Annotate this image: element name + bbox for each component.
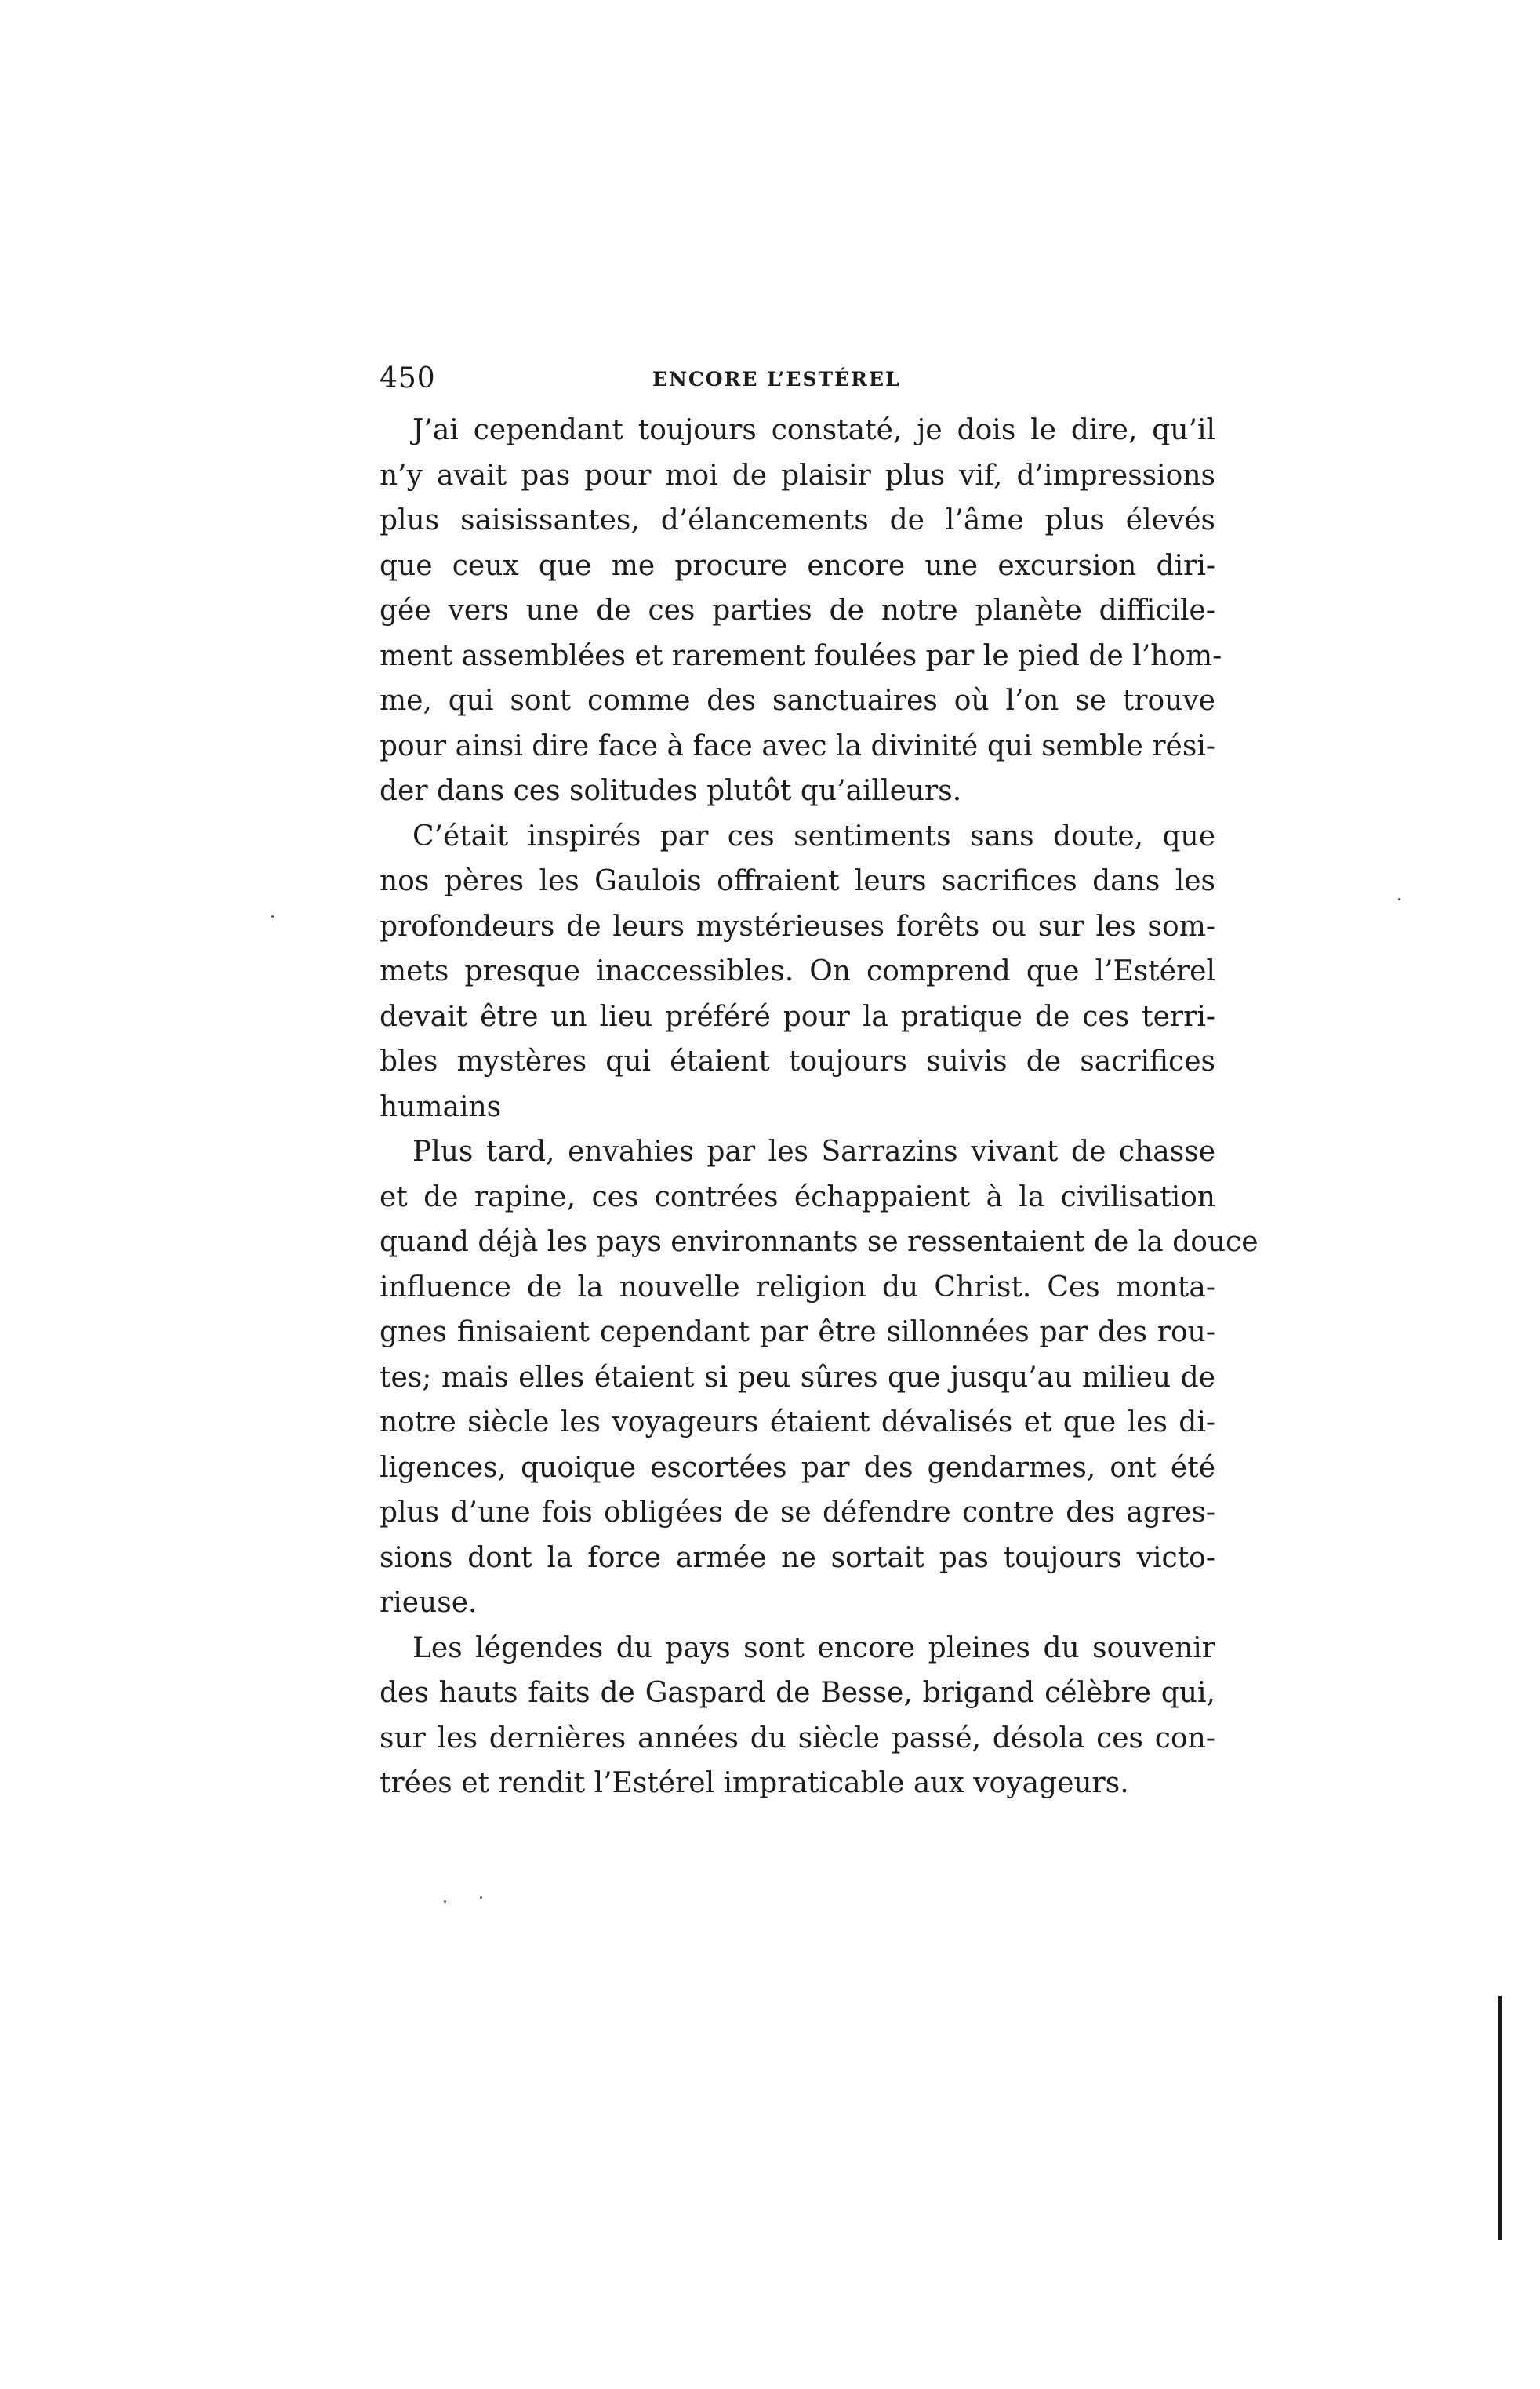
text-line: des hauts faits de Gaspard de Besse, brigand célèbre qui, [380,1677,1215,1709]
text-line: plus saisissantes, d’élancements de l’âme plus élevés [380,504,1215,536]
text-line: n’y avait pas pour moi de plaisir plus vif, d’impressions [380,459,1215,492]
text-line: Les légendes du pays sont encore pleines du souvenir [412,1631,1215,1664]
paper-speck [1398,898,1400,900]
text-line: que ceux que me procure encore une excursion diri- [380,549,1215,582]
text-line: influence de la nouvelle religion du Christ. Ces monta- [380,1271,1215,1304]
text-line: J’ai cependant toujours constaté, je dois le dire, qu’il [412,414,1215,446]
text-line: sions dont la force armée ne sortait pas toujours victo- [380,1541,1215,1574]
text-line: gée vers une de ces parties de notre planète difficile- [380,595,1215,627]
scan-edge-mark [1498,1996,1502,2240]
text-line: trées et rendit l’Estérel impraticable aux voyageurs. [380,1767,1129,1799]
text-line: quand déjà les pays environnants se ressentaient de la douce [380,1226,1259,1258]
page-number: 450 [380,362,436,395]
text-line: me, qui sont comme des sanctuaires où l’on se trouve [380,685,1215,717]
text-line: et de rapine, ces contrées échappaient à la civilisation [380,1180,1215,1213]
text-line: mets presque inaccessibles. On comprend que l’Estérel [380,955,1215,987]
text-line: Plus tard, envahies par les Sarrazins vivant de chasse [412,1136,1215,1168]
text-line: devait être un lieu préféré pour la pratique de ces terri- [380,1000,1215,1033]
text-line: sur les dernières années du siècle passé, désola ces con- [380,1722,1215,1754]
running-title: ENCORE L’ESTÉREL [652,368,901,391]
body-text [380,408,1259,1806]
text-line: bles mystères qui étaient toujours suivis de sacrifices [380,1045,1215,1078]
text-line: notre siècle les voyageurs étaient dévalisés et que les di- [380,1406,1215,1438]
paper-speck [444,1900,446,1903]
text-line: der dans ces solitudes plutôt qu’ailleurs. [380,775,962,807]
text-line: humains [380,1090,502,1123]
text-line: nos pères les Gaulois offraient leurs sacrifices dans les [380,865,1215,897]
text-line: tes; mais elles étaient si peu sûres que jusqu’au milieu de [380,1361,1215,1394]
paper-speck [480,1896,482,1899]
text-line: ligences, quoique escortées par des gendarmes, ont été [380,1451,1215,1484]
text-line: profondeurs de leurs mystérieuses forêts ou sur les som- [380,910,1215,943]
text-line: ment assemblées et rarement foulées par le pied de l’hom- [380,639,1222,672]
text-line: pour ainsi dire face à face avec la divinité qui semble rési- [380,729,1215,762]
text-line: gnes finisaient cependant par être sillonnées par des rou- [380,1316,1215,1348]
text-line: C’était inspirés par ces sentiments sans doute, que [412,820,1215,853]
running-head [380,359,1203,398]
paper-speck [271,915,274,918]
text-line: rieuse. [380,1587,478,1619]
text-line: plus d’une fois obligées de se défendre contre des agres- [380,1496,1215,1529]
